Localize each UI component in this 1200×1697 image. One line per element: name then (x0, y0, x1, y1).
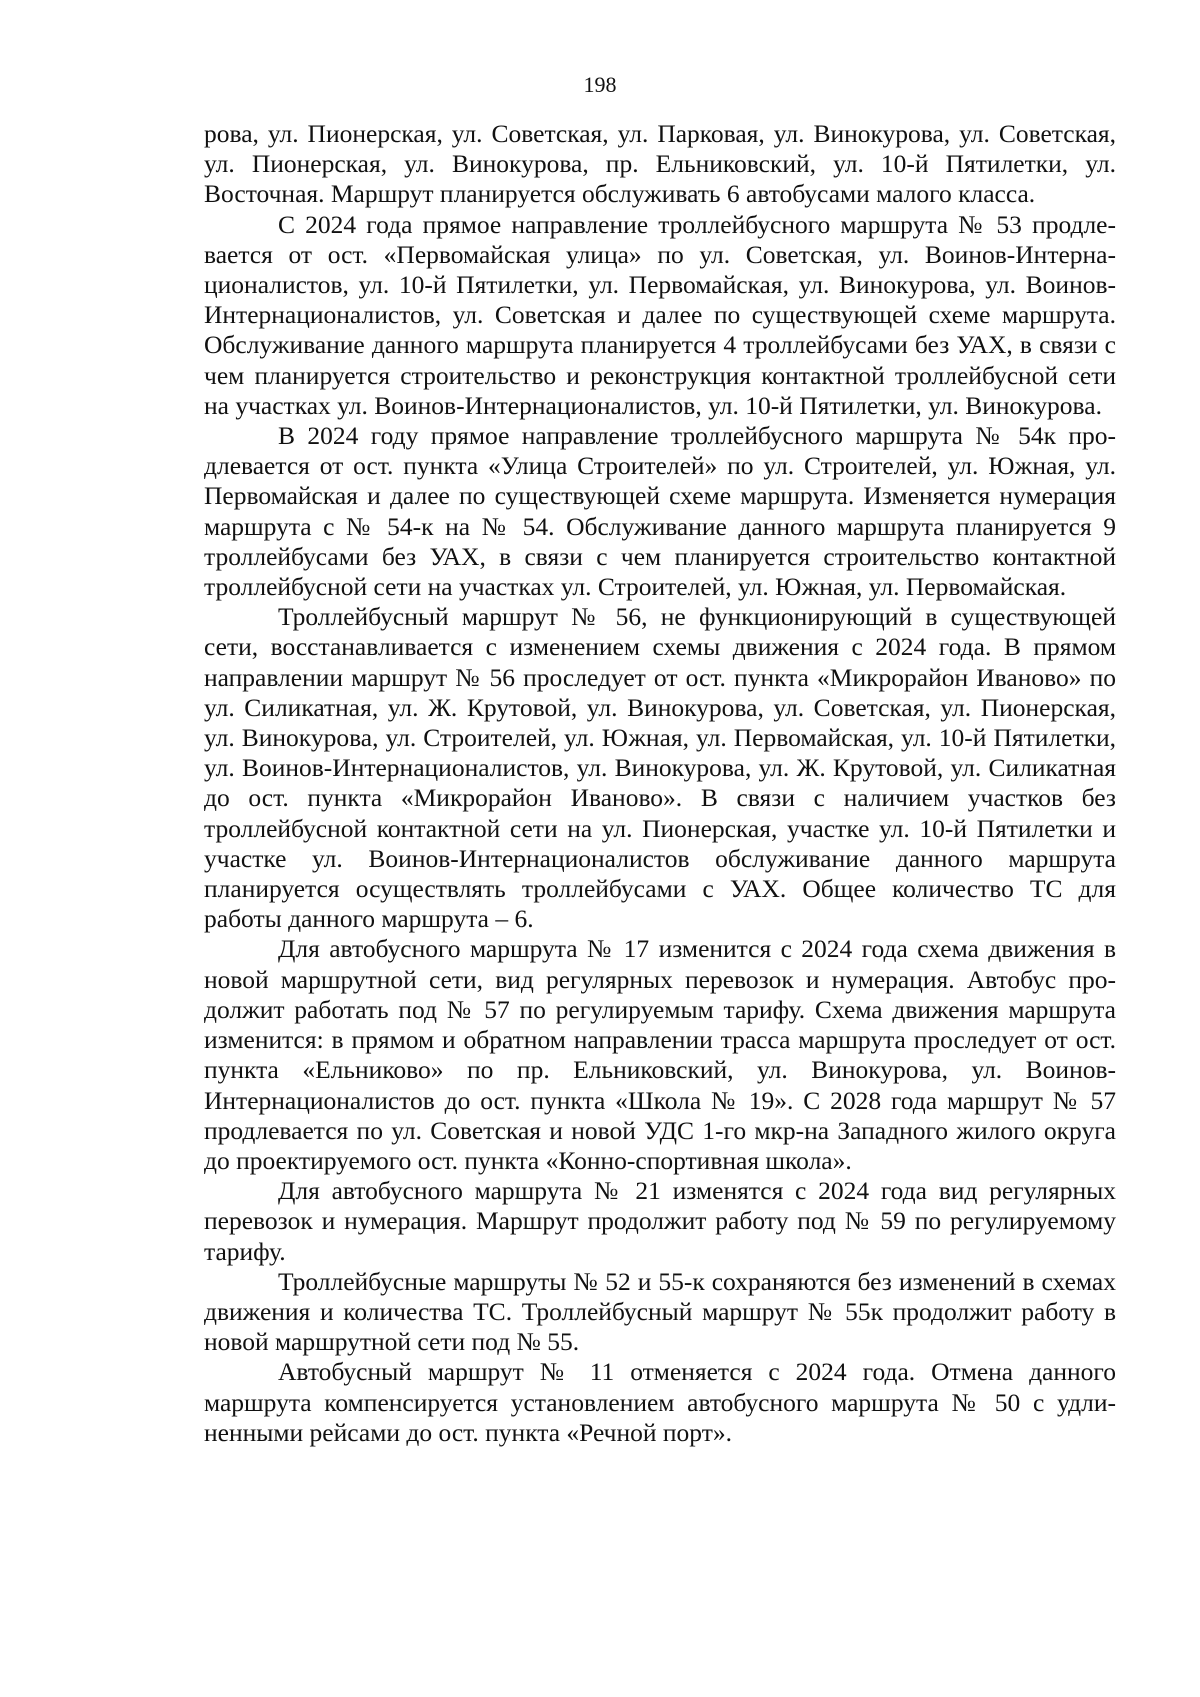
paragraph-trolleybus-52-55k: Троллейбусные маршруты № 52 и 55-к сохраняются без изменений в схемах движения и количества ТС. Троллейбусный маршрут № 55к продолжит работу в новой маршрутной сети под № 55. (204, 1266, 1116, 1357)
page-number: 198 (583, 72, 617, 97)
paragraph-bus-21: Для автобусного маршрута № 21 изменятся с 2024 года вид регулярных перевозок и нумерация. Маршрут продолжит работу под № 59 по регулируемому тарифу. (204, 1176, 1116, 1266)
paragraph-trolleybus-53: С 2024 года прямое направление троллейбусного маршрута № 53 продлевается от ост. «Первомайская улица» по ул. Советская, ул. Воинов-Интернационалистов, ул. 10-й Пятилетки, ул. Первомайская, ул. Винокурова, ул. Воинов-Интернационалистов, ул. Советская и далее по существующей схеме маршрута. Обслуживание данного маршрута планируется 4 троллейбусами без УАХ, в связи с чем планируется строительство и реконструкция контактной троллейбусной сети на участках ул. Воинов-Интернационалистов, ул. 10-й Пятилетки, ул. Винокурова. (204, 209, 1116, 420)
paragraph-trolleybus-56: Троллейбусный маршрут № 56, не функционирующий в существующей сети, восстанавливается с изменением схемы движения с 2024 года. В прямом направлении маршрут № 56 проследует от ост. пункта «Микрорайон Иваново» по ул. Силикатная, ул. Ж. Крутовой, ул. Винокурова, ул. Советская, ул. Пионерская, ул. Винокурова, ул. Строителей, ул. Южная, ул. Первомайская, ул. 10-й Пятилетки, ул. Воинов-Интернационалистов, ул. Винокурова, ул. Ж. Крутовой, ул. Силикатная до ост. пункта «Микрорайон Иваново». В связи с наличием участков без троллейбусной контактной сети на ул. Пионерская, участке ул. 10-й Пятилетки и участке ул. Воинов-Интернационалистов обслуживание данного маршрута планируется осуществлять троллейбусами с УАХ. Общее количество ТС для работы данного маршрута – 6. (204, 602, 1116, 934)
paragraph-bus-17: Для автобусного маршрута № 17 изменится с 2024 года схема движения в новой маршрутной сети, вид регулярных перевозок и нумерация. Автобус продолжит работать под № 57 по регулируемым тарифу. Схема движения маршрута изменится: в прямом и обратном направлении трасса маршрута проследует от ост. пункта «Ельниково» по пр. Ельниковский, ул. Винокурова, ул. Воинов-Интернационалистов до ост. пункта «Школа № 19». С 2028 года маршрут № 57 продлевается по ул. Советская и новой УДС 1-го мкр-на Западного жилого округа до проектируемого ост. пункта «Конно-спортивная школа». (204, 934, 1116, 1175)
paragraph-route-continuation: рова, ул. Пионерская, ул. Советская, ул. Парковая, ул. Винокурова, ул. Советская, ул. Пионерская, ул. Винокурова, пр. Ельниковский, ул. 10-й Пятилетки, ул. Восточная. Маршрут планируется обслуживать 6 автобусами малого класса. (204, 119, 1116, 209)
document-body (204, 119, 1116, 1448)
paragraph-bus-11: Автобусный маршрут № 11 отменяется с 2024 года. Отмена данного маршрута компенсируется установлением автобусного маршрута № 50 с удлиненными рейсами до ост. пункта «Речной порт». (204, 1357, 1116, 1447)
paragraph-trolleybus-54k: В 2024 году прямое направление троллейбусного маршрута № 54к продлевается от ост. пункта «Улица Строителей» по ул. Строителей, ул. Южная, ул. Первомайская и далее по существующей схеме маршрута. Изменяется нумерация маршрута с № 54-к на № 54. Обслуживание данного маршрута планируется 9 троллейбусами без УАХ, в связи с чем планируется строительство контактной троллейбусной сети на участках ул. Строителей, ул. Южная, ул. Первомайская. (204, 421, 1116, 602)
